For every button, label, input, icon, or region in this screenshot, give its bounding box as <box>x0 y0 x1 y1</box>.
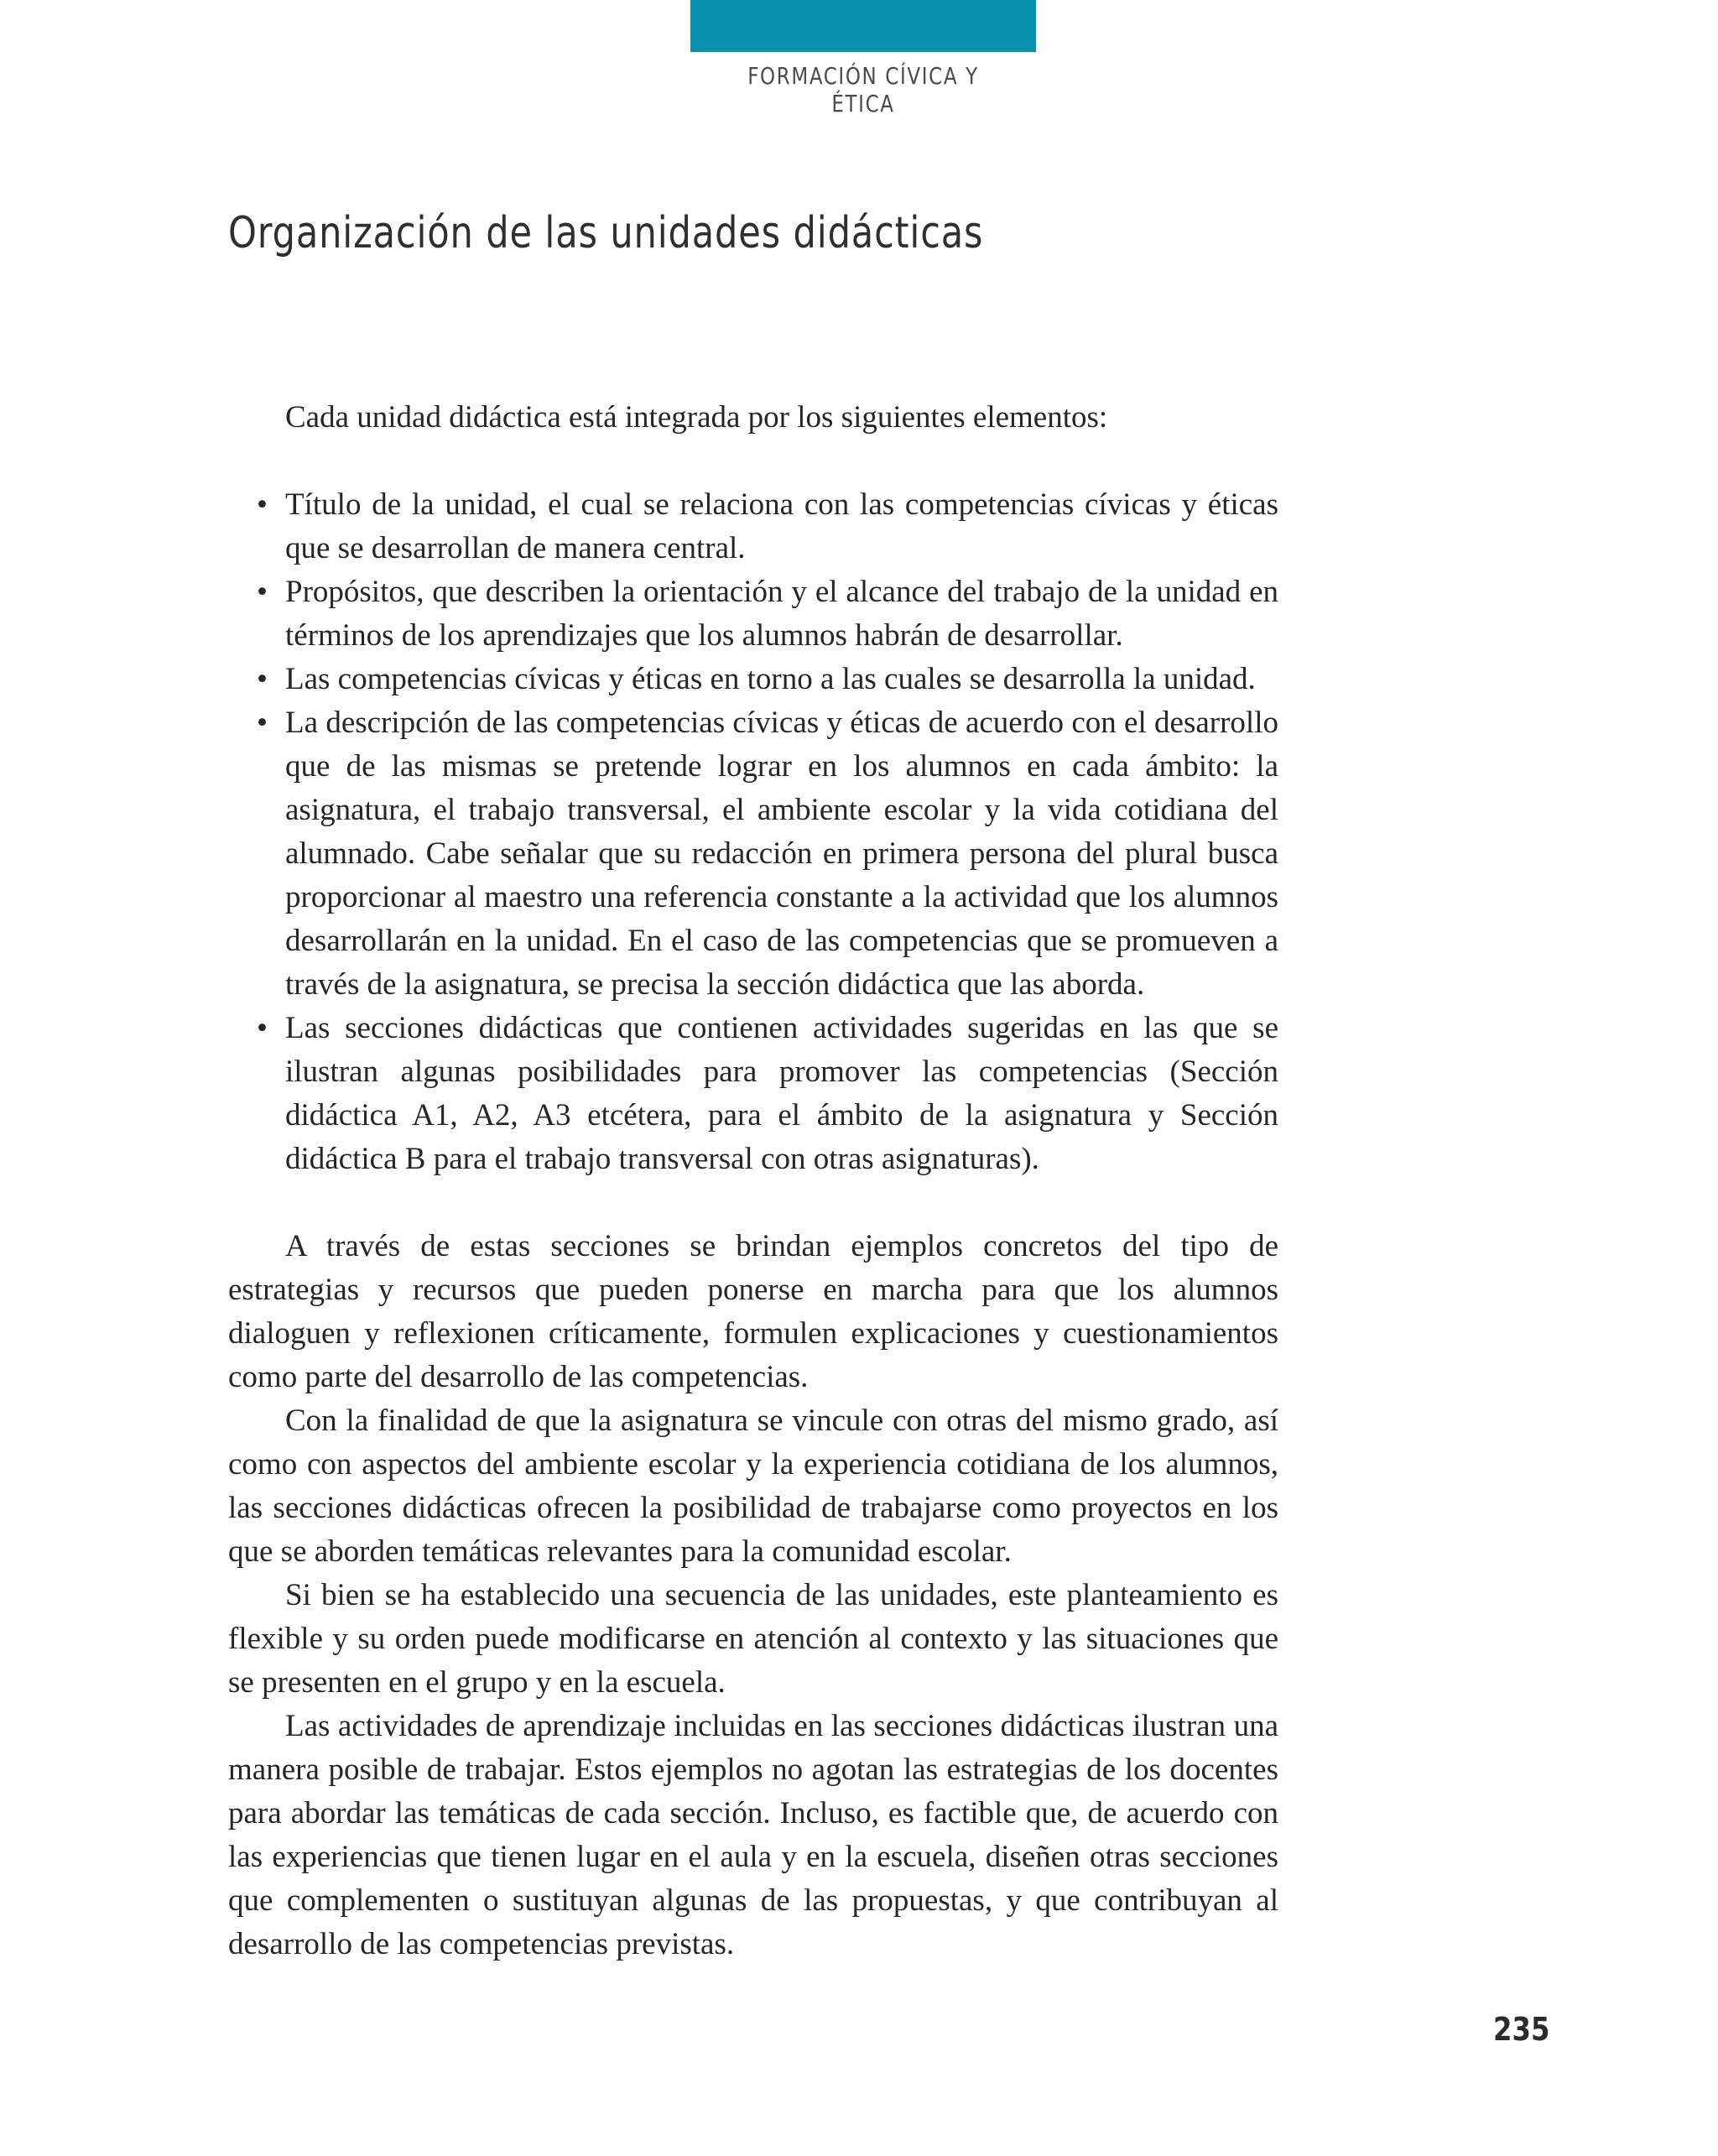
list-item <box>257 570 1278 658</box>
bullet-icon: • <box>257 1011 268 1045</box>
body-paragraph: A través de estas secciones se brindan ejemplos concretos del tipo de estrategias y recursos que pueden ponerse en marcha para que los alumnos dialoguen y reflexionen críticamente, formulen explicaciones y cuestionamientos como parte del desarrollo de las competencias. <box>228 1229 1278 1394</box>
list-item <box>257 1007 1278 1181</box>
page-body <box>228 396 1278 1966</box>
body-paragraph: Con la finalidad de que la asignatura se vincule con otras del mismo grado, así como con aspectos del ambiente escolar y la experiencia cotidiana de los alumnos, las secciones didácticas ofrecen la posibilidad de trabajarse como proyectos en los que se aborden temáticas relevantes para la comunidad escolar. <box>228 1403 1278 1569</box>
list-item-text: Propósitos, que describen la orientación y el alcance del trabajo de la unidad en términos de los aprendizajes que los alumnos habrán de desarrollar. <box>285 575 1278 653</box>
list-item <box>257 658 1278 701</box>
bullet-icon: • <box>257 575 268 609</box>
list-item-text: Las secciones didácticas que contienen actividades sugeridas en las que se ilustran algunas posibilidades para promover las competencias (Sección didáctica A1, A2, A3 etcétera, para el ámbito de la asignatura y Sección didáctica B para el trabajo transversal con otras asignaturas). <box>285 1011 1278 1176</box>
section-title: Organización de las unidades didácticas <box>228 208 984 258</box>
list-item <box>257 701 1278 1007</box>
bullet-icon: • <box>257 706 268 740</box>
bullet-icon: • <box>257 662 268 696</box>
list-item-text: La descripción de las competencias cívicas y éticas de acuerdo con el desarrollo que de las mismas se pretende lograr en los alumnos en cada ámbito: la asignatura, el trabajo transversal, el ambiente escolar y la vida cotidiana del alumnado. Cabe señalar que su redacción en primera persona del plural busca proporcionar al maestro una referencia constante a la actividad que los alumnos desarrollarán en la unidad. En el caso de las competencias que se promueven a través de la asignatura, se precisa la sección didáctica que las aborda. <box>285 706 1278 1002</box>
header-accent-tab <box>690 0 1036 52</box>
list-item-text: Título de la unidad, el cual se relaciona con las competencias cívicas y éticas que se desarrollan de manera central. <box>285 487 1278 565</box>
list-item <box>257 483 1278 570</box>
intro-paragraph: Cada unidad didáctica está integrada por los siguientes elementos: <box>285 400 1108 435</box>
body-paragraph: Si bien se ha establecido una secuencia de las unidades, este planteamiento es flexible y su orden puede modificarse en atención al contexto y las situaciones que se presenten en el grupo y en la escuela. <box>228 1578 1278 1700</box>
running-header: FORMACIÓN CÍVICA Y ÉTICA <box>747 62 979 117</box>
page-number: 235 <box>1493 2011 1550 2048</box>
body-paragraph: Las actividades de aprendizaje incluidas en las secciones didácticas ilustran una manera posible de trabajar. Estos ejemplos no agotan las estrategias de los docentes para abordar las temáticas de cada sección. Incluso, es factible que, de acuerdo con las experiencias que tienen lugar en el aula y en la escuela, diseñen otras secciones que complementen o sustituyan algunas de las propuestas, y que contribuyan al desarrollo de las competencias previstas. <box>228 1709 1278 1961</box>
elements-list <box>228 483 1278 1181</box>
list-item-text: Las competencias cívicas y éticas en torno a las cuales se desarrolla la unidad. <box>285 662 1256 696</box>
bullet-icon: • <box>257 487 268 522</box>
